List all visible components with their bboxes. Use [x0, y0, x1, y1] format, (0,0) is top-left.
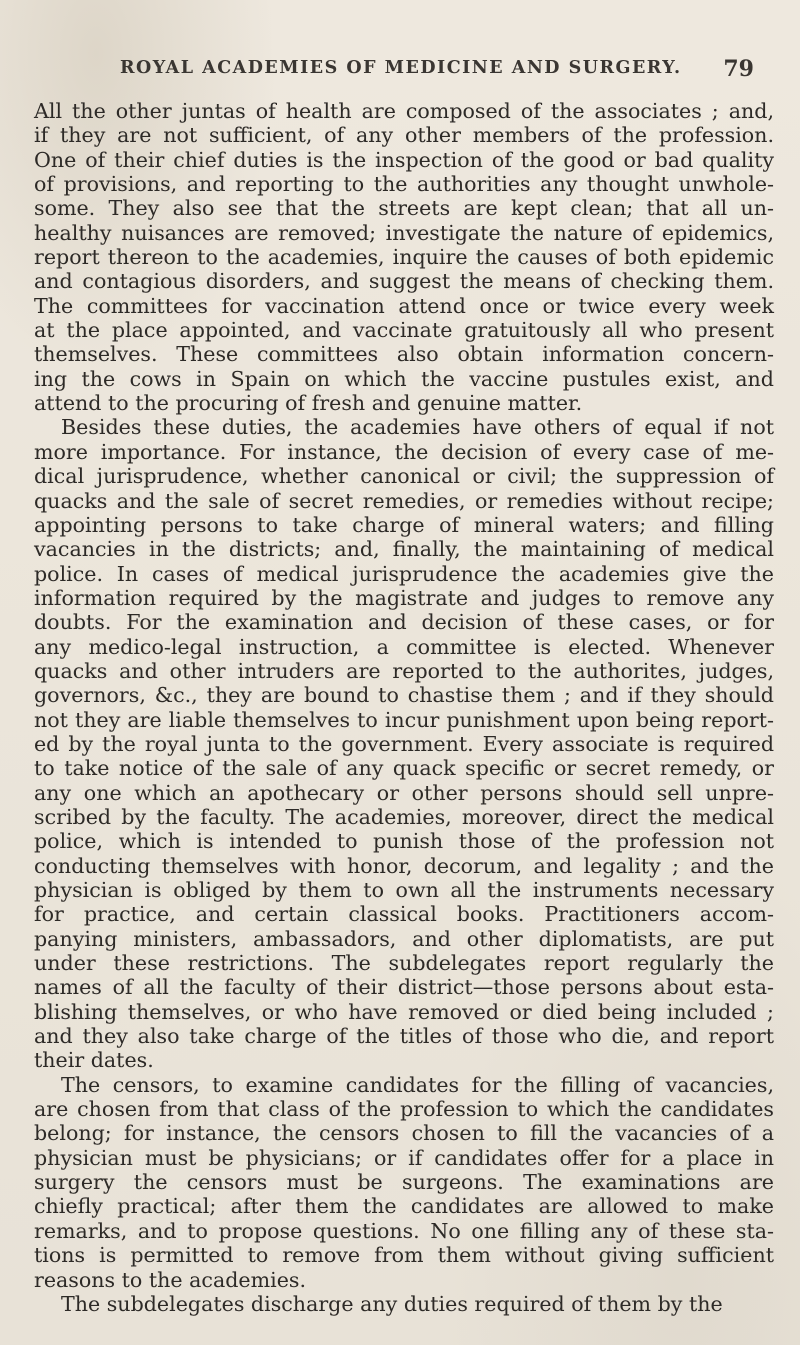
- text-line: tions is permitted to remove from them without giving sufficient: [34, 1243, 774, 1268]
- text-line: ed by the royal junta to the government. Every associate is required: [34, 731, 774, 756]
- text-line: some. They also see that the streets are kept clean; that all un-: [34, 196, 774, 221]
- text-line: panying ministers, ambassadors, and other diplomatists, are put: [34, 926, 774, 951]
- text-line: The committees for vaccination attend once or twice every week: [34, 293, 774, 318]
- text-line: to take notice of the sale of any quack specific or secret remedy, or: [34, 756, 774, 781]
- text-line: dical jurisprudence, whether canonical or civil; the suppression of: [34, 464, 774, 489]
- text-line: any medico-legal instruction, a committee is elected. Whenever: [34, 634, 774, 659]
- text-line: scribed by the faculty. The academies, moreover, direct the medical: [34, 804, 774, 829]
- text-line: physician is obliged by them to own all the instruments necessary: [34, 878, 774, 902]
- text-line: police. In cases of medical jurisprudence the academies give the: [34, 561, 774, 586]
- text-line: All the other juntas of health are composed of the associates ; and,: [34, 99, 774, 123]
- text-line: at the place appointed, and vaccinate gratuitously all who present: [34, 318, 774, 343]
- text-line: doubts. For the examination and decision of these cases, or for: [34, 610, 774, 635]
- text-line: The censors, to examine candidates for the filling of vacancies,: [61, 1072, 774, 1097]
- page-number: 79: [723, 56, 754, 82]
- text-line: themselves. These committees also obtain information concern-: [34, 342, 774, 367]
- text-line: of provisions, and reporting to the authorities any thought unwhole-: [34, 172, 774, 197]
- text-line: are chosen from that class of the profession to which the candidates: [34, 1097, 774, 1122]
- paragraph-juntas: [34, 99, 774, 415]
- text-line: and contagious disorders, and suggest the means of checking them.: [34, 269, 774, 294]
- text-line: for practice, and certain classical books. Practitioners accom-: [34, 902, 774, 927]
- body-text: [34, 99, 774, 1316]
- text-line: vacancies in the districts; and, finally, the maintaining of medical: [34, 537, 774, 562]
- text-line: reasons to the academies.: [34, 1267, 307, 1292]
- paragraph-subdelegates: [34, 1292, 774, 1316]
- text-line: governors, &c., they are bound to chastise them ; and if they should: [34, 683, 774, 708]
- text-line: and they also take charge of the titles of those who die, and report: [34, 1024, 774, 1049]
- text-line: belong; for instance, the censors chosen to fill the vacancies of a: [34, 1121, 774, 1146]
- text-line: names of all the faculty of their district—those persons about esta-: [34, 975, 774, 1000]
- text-line: their dates.: [34, 1048, 154, 1073]
- text-line: report thereon to the academies, inquire the causes of both epidemic: [34, 245, 774, 270]
- text-line: healthy nuisances are removed; investigate the nature of epidemics,: [34, 220, 774, 245]
- paragraph-censors: [34, 1073, 774, 1292]
- text-line: under these restrictions. The subdelegates report regularly the: [34, 951, 774, 976]
- paragraph-duties: [34, 415, 774, 1072]
- page-header: [120, 56, 760, 86]
- text-line: attend to the procuring of fresh and genuine matter.: [34, 391, 583, 416]
- text-line: ing the cows in Spain on which the vaccine pustules exist, and: [34, 366, 774, 391]
- text-line: not they are liable themselves to incur punishment upon being report-: [34, 707, 774, 732]
- text-line: chiefly practical; after them the candidates are allowed to make: [34, 1194, 774, 1219]
- text-line: One of their chief duties is the inspection of the good or bad quality: [34, 147, 774, 172]
- text-line: remarks, and to propose questions. No one filling any of these sta-: [34, 1218, 774, 1243]
- text-line: appointing persons to take charge of mineral waters; and filling: [34, 512, 774, 537]
- text-line: more importance. For instance, the decision of every case of me-: [34, 439, 774, 464]
- running-head: ROYAL ACADEMIES OF MEDICINE AND SURGERY.: [120, 58, 682, 78]
- text-line: physician must be physicians; or if candidates offer for a place in: [34, 1145, 774, 1170]
- text-line: The subdelegates discharge any duties required of them by the: [61, 1291, 723, 1316]
- text-line: Besides these duties, the academies have others of equal if not: [61, 415, 774, 440]
- text-line: any one which an apothecary or other persons should sell unpre-: [34, 780, 774, 805]
- text-line: conducting themselves with honor, decorum, and legality ; and the: [34, 853, 774, 878]
- text-line: surgery the censors must be surgeons. The examinations are: [34, 1170, 774, 1195]
- text-line: quacks and the sale of secret remedies, or remedies without recipe;: [34, 488, 774, 513]
- text-line: quacks and other intruders are reported to the authorites, judges,: [34, 658, 774, 683]
- text-line: police, which is intended to punish those of the profession not: [34, 829, 774, 854]
- text-line: if they are not sufficient, of any other members of the profession.: [34, 123, 774, 148]
- text-line: information required by the magistrate and judges to remove any: [34, 585, 774, 610]
- text-line: blishing themselves, or who have removed or died being included ;: [34, 999, 774, 1024]
